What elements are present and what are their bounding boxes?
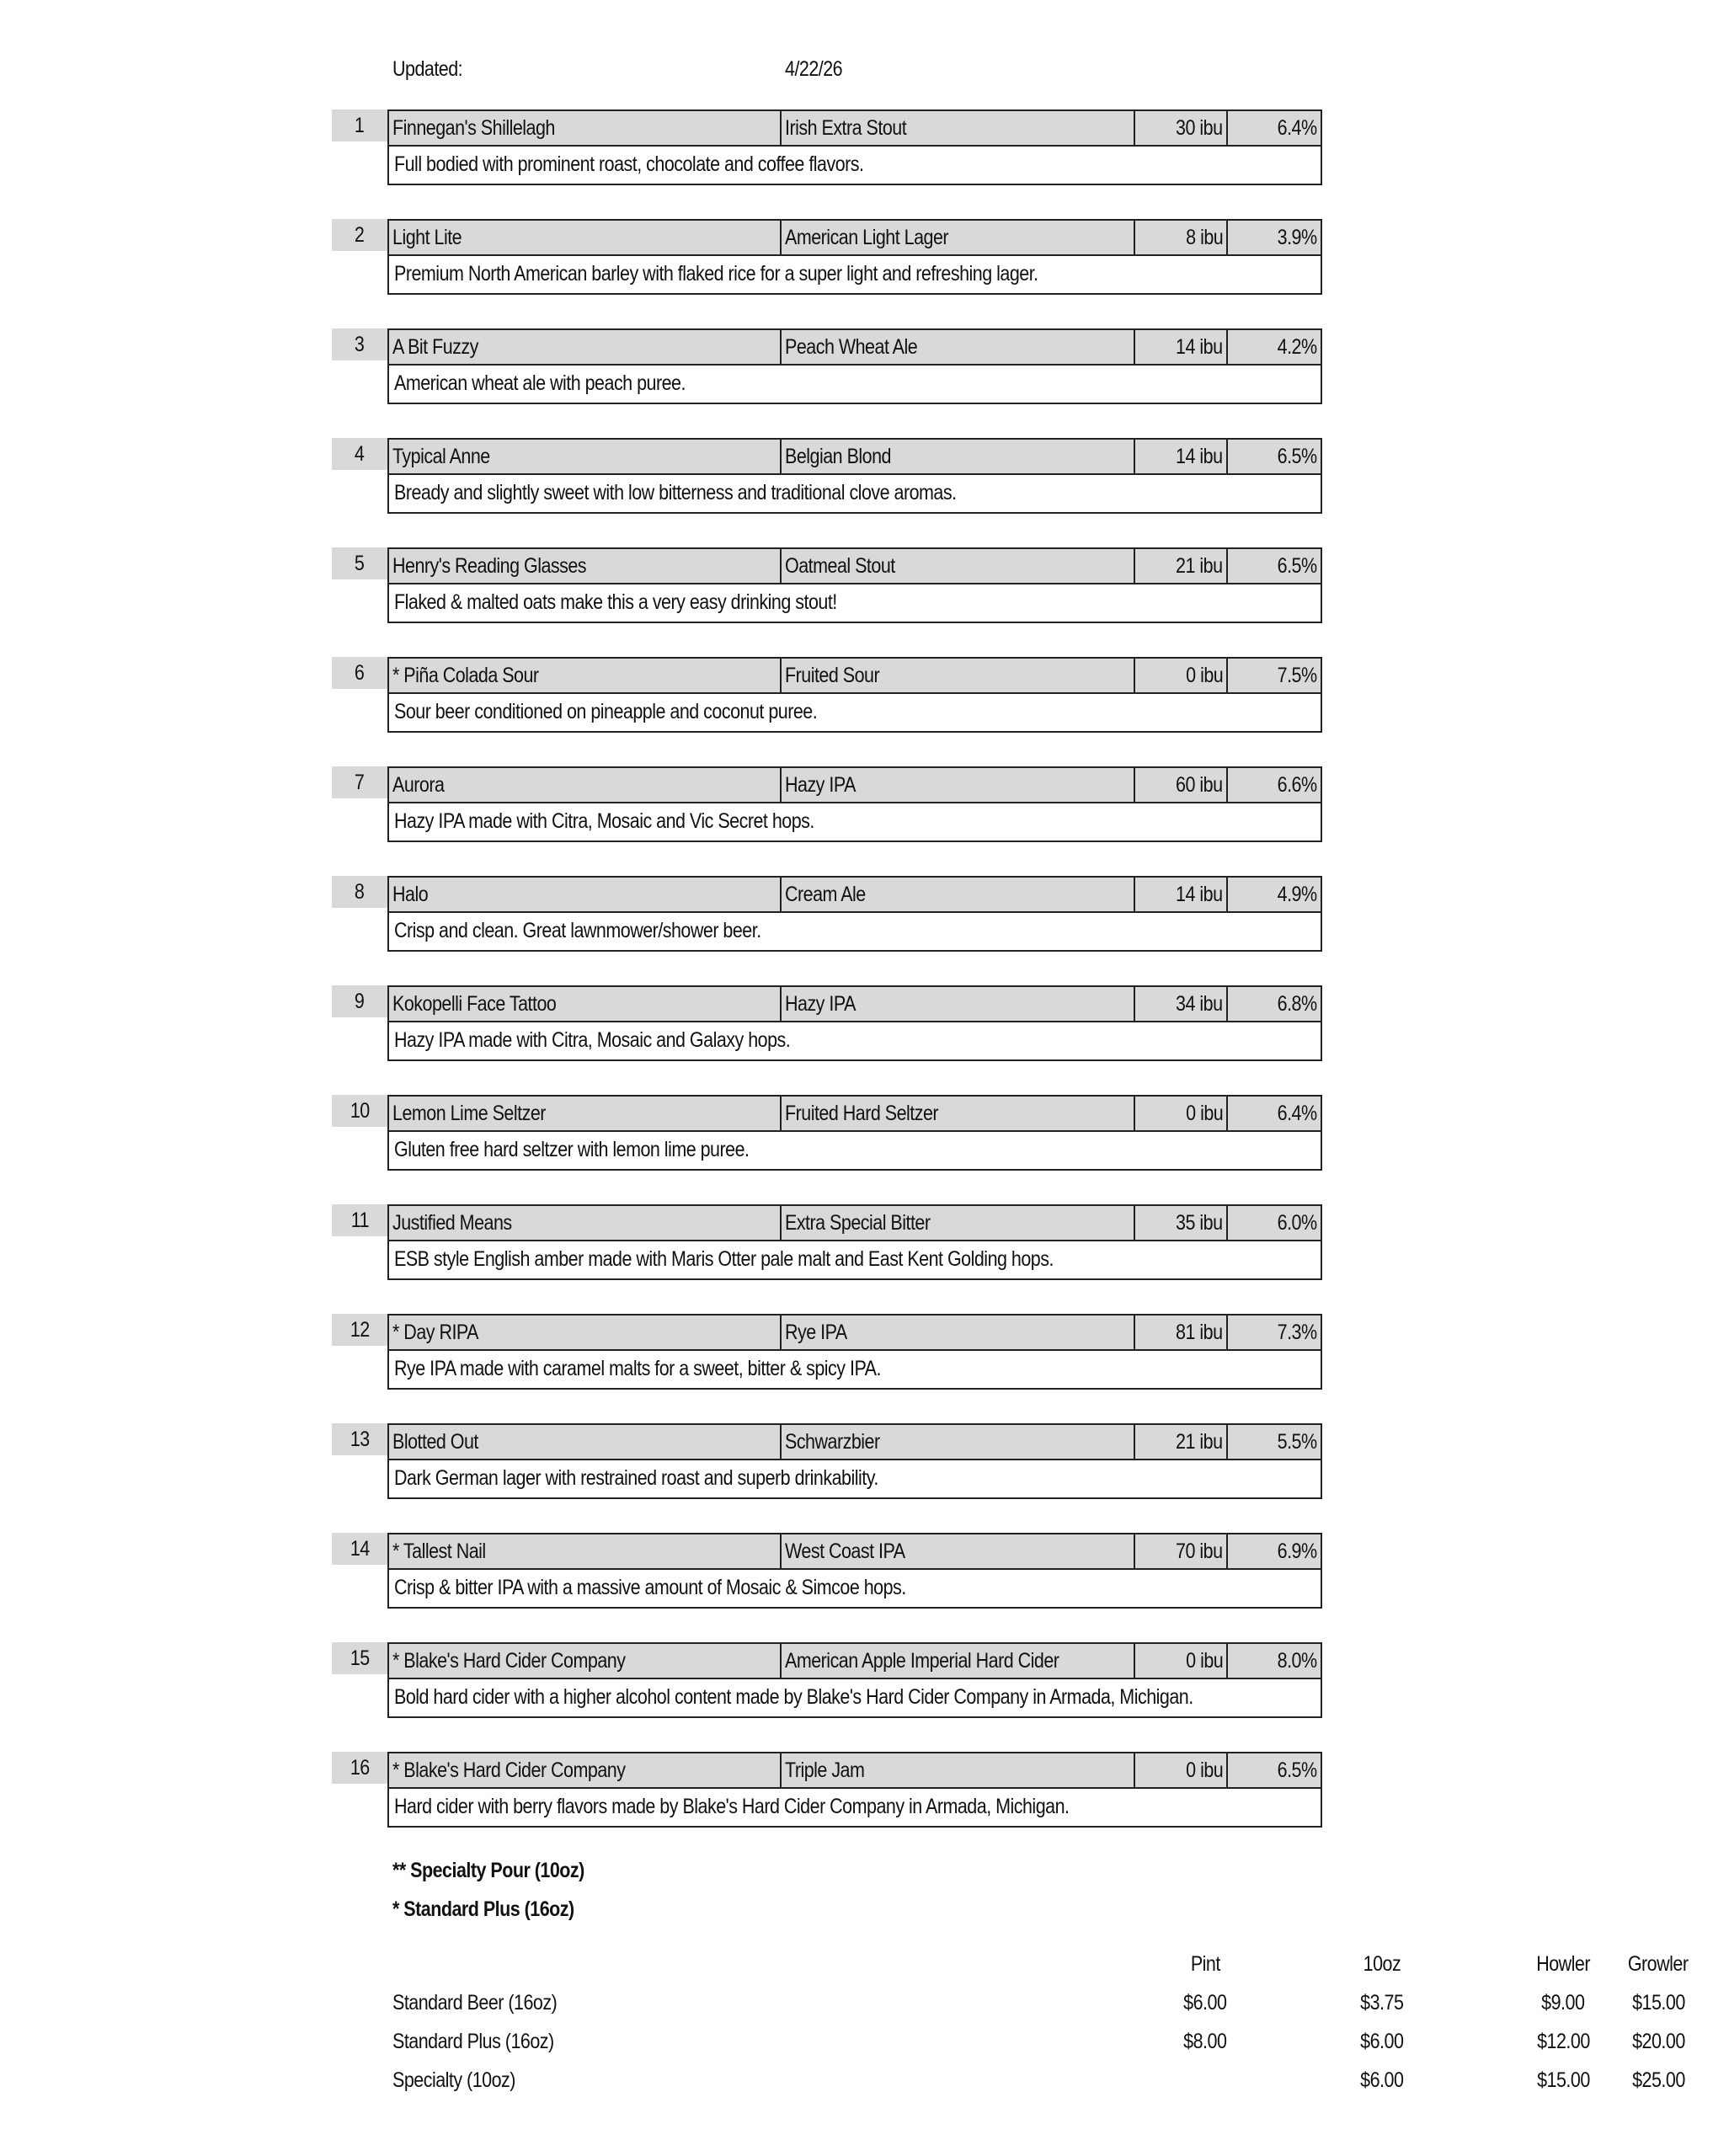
beer-abv: 6.4% [1278, 116, 1317, 140]
beer-name: * Blake's Hard Cider Company [389, 1753, 782, 1787]
beer-header [387, 1642, 1322, 1679]
tap-number: 6 [332, 657, 387, 689]
beer-ibu: 0 ibu [1135, 659, 1228, 692]
updated-label: Updated: [392, 57, 463, 81]
beer-description: Sour beer conditioned on pineapple and coconut puree. [387, 694, 1322, 733]
beer-style: Rye IPA [782, 1315, 1135, 1349]
price-growler: $20.00 [1631, 2030, 1685, 2053]
tap-number: 9 [332, 985, 387, 1017]
beer-name: * Tallest Nail [389, 1534, 782, 1568]
beer-row [332, 1204, 1326, 1282]
beer-style: Oatmeal Stout [782, 549, 1135, 583]
beer-description: Bold hard cider with a higher alcohol content made by Blake's Hard Cider Company in Armada, Michigan. [387, 1679, 1322, 1718]
beer-style: West Coast IPA [782, 1534, 1135, 1568]
price-header-10oz: 10oz [1363, 1952, 1401, 1976]
beer-name: Finnegan's Shillelagh [389, 111, 782, 145]
beer-description: Bready and slightly sweet with low bitterness and traditional clove aromas. [387, 475, 1322, 514]
beer-row [332, 328, 1326, 406]
price-howler: $12.00 [1536, 2030, 1590, 2053]
beer-ibu: 0 ibu [1135, 1097, 1228, 1130]
price-howler: $15.00 [1536, 2068, 1590, 2092]
tap-number: 4 [332, 438, 387, 470]
price-pint: $6.00 [1183, 1991, 1227, 2015]
beer-header [387, 328, 1322, 366]
beer-abv: 6.4% [1278, 1102, 1317, 1125]
beer-name: * Blake's Hard Cider Company [389, 1644, 782, 1678]
beer-ibu: 0 ibu [1135, 1753, 1228, 1787]
beer-abv: 6.5% [1278, 554, 1317, 578]
tap-number: 5 [332, 547, 387, 579]
beer-row [332, 1533, 1326, 1610]
tap-number: 13 [332, 1423, 387, 1455]
beer-description: Dark German lager with restrained roast and superb drinkability. [387, 1460, 1322, 1499]
beer-abv: 4.2% [1278, 335, 1317, 359]
beer-abv: 3.9% [1278, 226, 1317, 249]
beer-header [387, 985, 1322, 1022]
beer-row [332, 109, 1326, 187]
price-10oz: $6.00 [1360, 2068, 1404, 2092]
price-header-howler: Howler [1536, 1952, 1590, 1976]
beer-ibu: 21 ibu [1135, 1425, 1228, 1459]
beer-row [332, 547, 1326, 625]
beer-name: Light Lite [389, 221, 782, 254]
tap-number: 2 [332, 219, 387, 251]
price-10oz: $3.75 [1360, 1991, 1404, 2015]
beer-abv: 6.6% [1278, 773, 1317, 797]
beer-header [387, 1423, 1322, 1460]
tap-number: 3 [332, 328, 387, 360]
price-pint: $8.00 [1183, 2030, 1227, 2053]
tap-number: 14 [332, 1533, 387, 1565]
beer-row [332, 1752, 1326, 1829]
beer-row [332, 1642, 1326, 1720]
beer-header [387, 547, 1322, 584]
legend-standard-plus: * Standard Plus (16oz) [392, 1897, 574, 1921]
beer-ibu: 70 ibu [1135, 1534, 1228, 1568]
price-row-label: Standard Plus (16oz) [392, 2030, 554, 2053]
beer-name: Blotted Out [389, 1425, 782, 1459]
beer-name: A Bit Fuzzy [389, 330, 782, 364]
beer-description: Crisp & bitter IPA with a massive amount of Mosaic & Simcoe hops. [387, 1570, 1322, 1609]
beer-header [387, 1204, 1322, 1241]
beer-row [332, 766, 1326, 844]
beer-abv: 7.5% [1278, 664, 1317, 687]
tap-number: 16 [332, 1752, 387, 1784]
beer-ibu: 14 ibu [1135, 878, 1228, 911]
beer-ibu: 0 ibu [1135, 1644, 1228, 1678]
beer-row [332, 876, 1326, 953]
beer-header [387, 1752, 1322, 1789]
price-10oz: $6.00 [1360, 2030, 1404, 2053]
beer-style: Cream Ale [782, 878, 1135, 911]
beer-header [387, 109, 1322, 147]
beer-abv: 6.5% [1278, 1758, 1317, 1782]
tap-number: 1 [332, 109, 387, 141]
beer-description: Hazy IPA made with Citra, Mosaic and Galaxy hops. [387, 1022, 1322, 1061]
beer-row [332, 657, 1326, 734]
beer-style: Peach Wheat Ale [782, 330, 1135, 364]
price-header-growler: Growler [1628, 1952, 1689, 1976]
beer-ibu: 8 ibu [1135, 221, 1228, 254]
beer-row [332, 985, 1326, 1063]
beer-header [387, 1314, 1322, 1351]
beer-name: Typical Anne [389, 440, 782, 473]
beer-abv: 6.8% [1278, 992, 1317, 1016]
beer-description: Full bodied with prominent roast, chocolate and coffee flavors. [387, 147, 1322, 185]
beer-name: Henry's Reading Glasses [389, 549, 782, 583]
beer-abv: 5.5% [1278, 1430, 1317, 1454]
beer-style: Schwarzbier [782, 1425, 1135, 1459]
beer-ibu: 81 ibu [1135, 1315, 1228, 1349]
beer-abv: 8.0% [1278, 1649, 1317, 1673]
beer-abv: 6.5% [1278, 445, 1317, 468]
beer-ibu: 34 ibu [1135, 987, 1228, 1021]
beer-style: Hazy IPA [782, 768, 1135, 802]
beer-abv: 6.0% [1278, 1211, 1317, 1235]
beer-description: Flaked & malted oats make this a very easy drinking stout! [387, 584, 1322, 623]
beer-header [387, 1095, 1322, 1132]
price-pint [1150, 2063, 1260, 2097]
beer-row [332, 219, 1326, 296]
beer-name: Kokopelli Face Tattoo [389, 987, 782, 1021]
price-header-pint: Pint [1190, 1952, 1220, 1976]
beer-abv: 7.3% [1278, 1321, 1317, 1344]
beer-style: Irish Extra Stout [782, 111, 1135, 145]
beer-description: Hard cider with berry flavors made by Blake's Hard Cider Company in Armada, Michigan. [387, 1789, 1322, 1828]
beer-description: Premium North American barley with flaked rice for a super light and refreshing lager. [387, 256, 1322, 295]
updated-date: 4/22/26 [785, 57, 843, 81]
price-row-label: Standard Beer (16oz) [392, 1991, 558, 2015]
beer-description: Crisp and clean. Great lawnmower/shower beer. [387, 913, 1322, 952]
tap-number: 11 [332, 1204, 387, 1236]
beer-style: Triple Jam [782, 1753, 1135, 1787]
beer-name: Aurora [389, 768, 782, 802]
beer-name: * Piña Colada Sour [389, 659, 782, 692]
beer-description: American wheat ale with peach puree. [387, 366, 1322, 404]
beer-name: * Day RIPA [389, 1315, 782, 1349]
beer-row [332, 1314, 1326, 1391]
beer-description: Gluten free hard seltzer with lemon lime puree. [387, 1132, 1322, 1171]
beer-header [387, 766, 1322, 803]
beer-row [332, 1095, 1326, 1172]
beer-abv: 4.9% [1278, 883, 1317, 906]
beer-style: Belgian Blond [782, 440, 1135, 473]
beer-ibu: 30 ibu [1135, 111, 1228, 145]
beer-header [387, 219, 1322, 256]
beer-style: Fruited Hard Seltzer [782, 1097, 1135, 1130]
beer-style: Extra Special Bitter [782, 1206, 1135, 1240]
beer-header [387, 657, 1322, 694]
beer-style: American Apple Imperial Hard Cider [782, 1644, 1135, 1678]
beer-description: ESB style English amber made with Maris Otter pale malt and East Kent Golding hops. [387, 1241, 1322, 1280]
tap-number: 7 [332, 766, 387, 798]
price-growler: $25.00 [1631, 2068, 1685, 2092]
beer-name: Lemon Lime Seltzer [389, 1097, 782, 1130]
beer-description: Hazy IPA made with Citra, Mosaic and Vic Secret hops. [387, 803, 1322, 842]
price-row-label: Specialty (10oz) [392, 2068, 515, 2092]
price-growler: $15.00 [1631, 1991, 1685, 2015]
beer-ibu: 35 ibu [1135, 1206, 1228, 1240]
price-table [392, 1947, 1689, 2116]
beer-ibu: 14 ibu [1135, 440, 1228, 473]
beer-name: Justified Means [389, 1206, 782, 1240]
beer-ibu: 60 ibu [1135, 768, 1228, 802]
tap-number: 8 [332, 876, 387, 908]
beer-row [332, 1423, 1326, 1501]
beer-ibu: 21 ibu [1135, 549, 1228, 583]
beer-ibu: 14 ibu [1135, 330, 1228, 364]
tap-number: 12 [332, 1314, 387, 1346]
beer-header [387, 1533, 1322, 1570]
tap-number: 15 [332, 1642, 387, 1674]
legend-specialty: ** Specialty Pour (10oz) [392, 1859, 584, 1882]
beer-header [387, 876, 1322, 913]
beer-name: Halo [389, 878, 782, 911]
beer-header [387, 438, 1322, 475]
beer-style: Fruited Sour [782, 659, 1135, 692]
beer-style: American Light Lager [782, 221, 1135, 254]
beer-abv: 6.9% [1278, 1540, 1317, 1563]
beer-style: Hazy IPA [782, 987, 1135, 1021]
tap-number: 10 [332, 1095, 387, 1127]
beer-description: Rye IPA made with caramel malts for a sweet, bitter & spicy IPA. [387, 1351, 1322, 1390]
price-howler: $9.00 [1541, 1991, 1585, 2015]
beer-row [332, 438, 1326, 515]
